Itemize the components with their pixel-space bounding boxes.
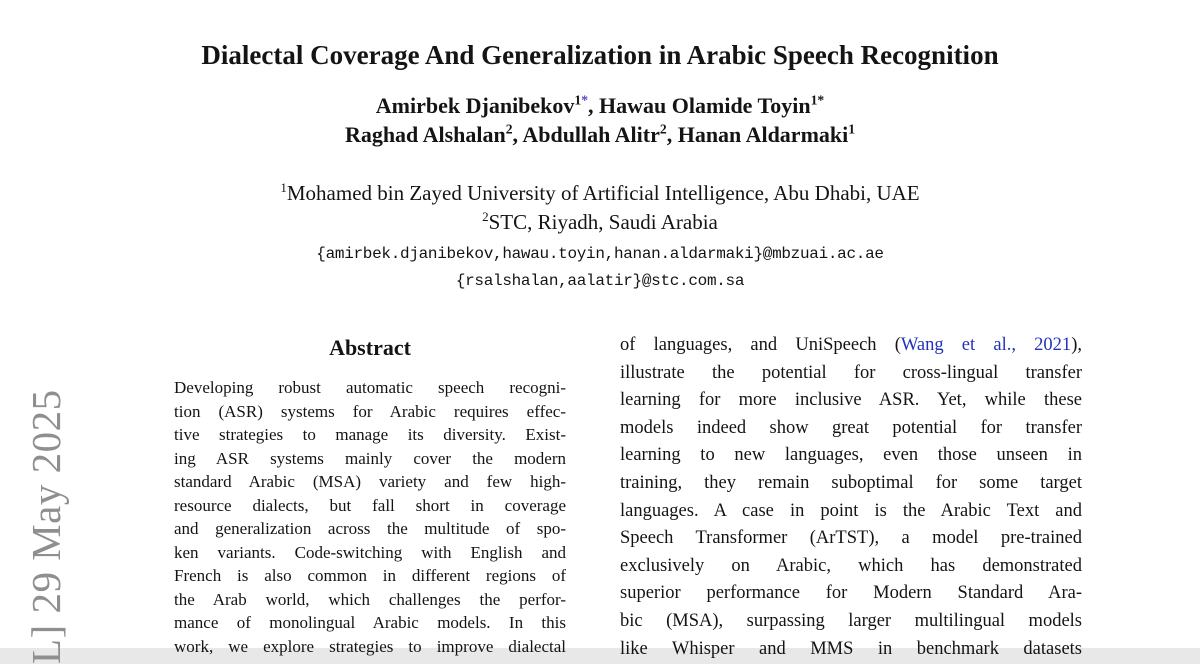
text-line: resource dialects, but fall short in coverage [174, 495, 566, 515]
abstract-text [174, 376, 566, 658]
text-line: learning to new languages, even those unseen in [620, 445, 1082, 466]
text-line: like Whisper and MMS in benchmark datasets [620, 638, 1082, 659]
text-span: , Hawau Olamide Toyin [588, 93, 811, 118]
text-span: 1 [848, 121, 856, 137]
text-line: mance of monolingual Arabic models. In this [174, 613, 566, 632]
affiliation-2-marker: 2 [482, 209, 489, 224]
text-span: Amirbek Djanibekov [375, 93, 575, 118]
text-line [620, 332, 1082, 360]
text-span: 1 [574, 92, 582, 108]
text-line: Speech Transformer (ArTST), a model pre-trained [620, 528, 1082, 549]
text-line: Developing robust automatic speech recogni- [174, 378, 566, 397]
text-line: tive strategies to manage its diversity. Exist- [174, 425, 566, 444]
text-line: and generalization across the multitude of spo- [174, 519, 566, 538]
text-line: models indeed show great potential for transfer [620, 417, 1082, 438]
arxiv-date-watermark: L] 29 May 2025 [23, 389, 69, 664]
text-span: 2 [505, 121, 513, 137]
text-line: exclusively on Arabic, which has demonstrated [620, 555, 1082, 576]
text-line: standard Arabic (MSA) variety and few high- [174, 472, 566, 491]
text-span: Raghad Alshalan [344, 122, 506, 147]
affiliation-1-text: Mohamed bin Zayed University of Artificial Intelligence, Abu Dhabi, UAE [286, 181, 920, 205]
text-span: , Abdullah Alitr [512, 122, 660, 147]
text-line: work, we explore strategies to improve dialectal [174, 636, 566, 656]
abstract-heading: Abstract [329, 335, 411, 360]
abstract-section [160, 333, 580, 656]
text-line: superior performance for Modern Standard Ara- [620, 583, 1082, 604]
paper-title: Dialectal Coverage And Generalization in Arabic Speech Recognition [201, 40, 999, 70]
email-mbzuai: {amirbek.djanibekov,hawau.toyin,hanan.aldarmaki}@mbzuai.ac.ae [316, 245, 884, 263]
footnote-asterisk-link[interactable]: * [581, 92, 589, 108]
text-span: of languages, and UniSpeech ( [620, 335, 901, 355]
text-span: 2 [659, 121, 667, 137]
text-line: training, they remain suboptimal for some target [620, 472, 1082, 493]
text-span: , Hanan Aldarmaki [666, 122, 849, 147]
author-line-2 [0, 122, 1200, 148]
text-line: tion (ASR) systems for Arabic requires effec- [174, 401, 566, 421]
affiliation-2-text: STC, Riyadh, Saudi Arabia [488, 210, 718, 234]
text-line: ken variants. Code-switching with English and [174, 542, 566, 562]
text-span: ), [1071, 335, 1082, 355]
text-line: the Arab world, which challenges the perfor- [174, 589, 566, 609]
text-line: bic (MSA), surpassing larger multilingual models [620, 610, 1082, 631]
text-line: illustrate the potential for cross-lingual transfer [620, 362, 1082, 383]
text-line: French is also common in different regions of [174, 566, 566, 585]
text-line: languages. A case in point is the Arabic Text and [620, 500, 1082, 521]
affiliation-2 [0, 210, 1200, 235]
affiliation-1-marker: 1 [280, 180, 287, 195]
affiliation-1 [0, 181, 1200, 206]
intro-column-text [620, 332, 1082, 659]
citation-link[interactable]: Wang et al., 2021 [900, 335, 1072, 355]
text-span: 1* [810, 92, 825, 108]
text-line: ing ASR systems mainly cover the modern [174, 448, 566, 468]
email-stc: {rsalshalan,aalatir}@stc.com.sa [455, 272, 745, 290]
text-line: learning for more inclusive ASR. Yet, while these [620, 390, 1082, 411]
author-line-1 [0, 93, 1200, 119]
